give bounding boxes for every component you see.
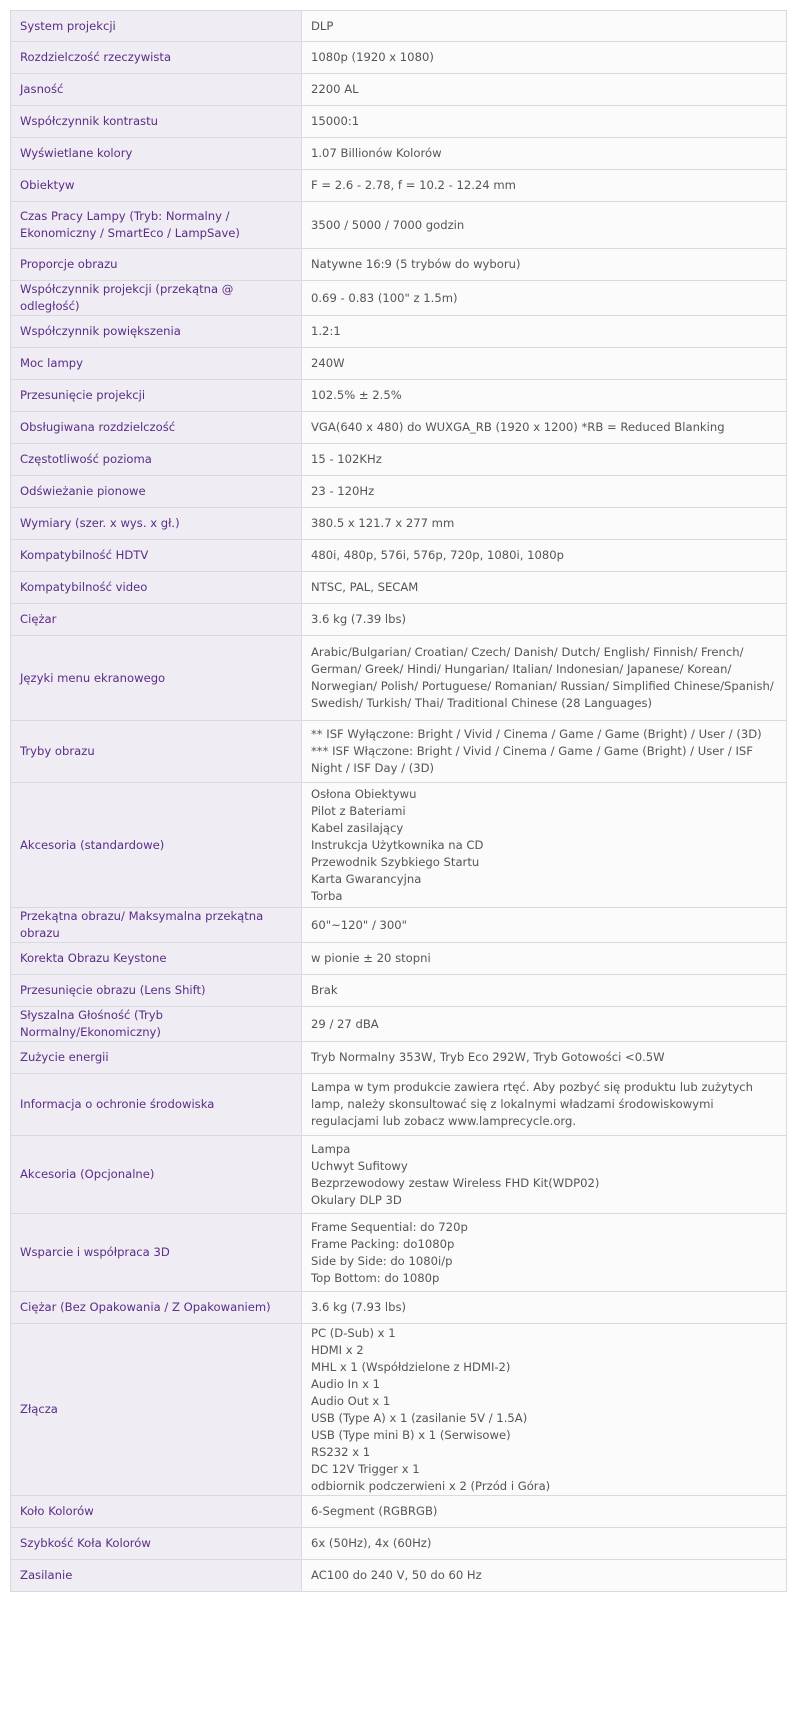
spec-row — [11, 138, 787, 170]
spec-row — [11, 11, 787, 42]
spec-row — [11, 508, 787, 540]
spec-value-line: Instrukcja Użytkownika na CD — [311, 837, 484, 852]
spec-value-line: DLP — [311, 18, 334, 33]
spec-label: System projekcji — [11, 11, 302, 42]
spec-row — [11, 1324, 787, 1496]
spec-value-line: odbiornik podczerwieni x 2 (Przód i Góra) — [311, 1478, 551, 1493]
spec-label: Koło Kolorów — [11, 1496, 302, 1528]
spec-row — [11, 540, 787, 572]
spec-value — [302, 783, 787, 908]
spec-value — [302, 476, 787, 508]
spec-value-line: NTSC, PAL, SECAM — [311, 580, 419, 594]
spec-value — [302, 106, 787, 138]
spec-label: Przesunięcie projekcji — [11, 380, 302, 412]
spec-value-line: 240W — [311, 356, 345, 370]
spec-label: Jasność — [11, 74, 302, 106]
spec-label: Odświeżanie pionowe — [11, 476, 302, 508]
spec-value — [302, 604, 787, 636]
spec-row — [11, 170, 787, 202]
spec-label: Proporcje obrazu — [11, 249, 302, 281]
spec-row — [11, 444, 787, 476]
spec-value — [302, 540, 787, 572]
spec-row — [11, 202, 787, 249]
spec-value-line: Natywne 16:9 (5 trybów do wyboru) — [311, 257, 521, 271]
spec-value-line: F = 2.6 - 2.78, f = 10.2 - 12.24 mm — [311, 178, 516, 192]
spec-value-line: RS232 x 1 — [311, 1444, 371, 1459]
spec-value — [302, 1496, 787, 1528]
spec-label: Wymiary (szer. x wys. x gł.) — [11, 508, 302, 540]
spec-table — [10, 10, 787, 1592]
spec-value-line: Top Bottom: do 1080p — [311, 1270, 440, 1285]
spec-value-line: DC 12V Trigger x 1 — [311, 1461, 420, 1476]
spec-row — [11, 1136, 787, 1214]
spec-row — [11, 1560, 787, 1592]
spec-value-line: Uchwyt Sufitowy — [311, 1158, 408, 1173]
spec-row — [11, 476, 787, 508]
spec-value-line: Bezprzewodowy zestaw Wireless FHD Kit(WDP02) — [311, 1175, 600, 1190]
spec-table-body — [11, 11, 787, 1592]
spec-label: Współczynnik projekcji (przekątna @ odległość) — [11, 281, 302, 316]
spec-value — [302, 11, 787, 42]
spec-value — [302, 572, 787, 604]
spec-label: Zużycie energii — [11, 1042, 302, 1074]
spec-value-line: USB (Type A) x 1 (zasilanie 5V / 1.5A) — [311, 1410, 528, 1425]
spec-value-line: Przewodnik Szybkiego Startu — [311, 854, 480, 869]
spec-value — [302, 508, 787, 540]
spec-label: Złącza — [11, 1324, 302, 1496]
spec-row — [11, 42, 787, 74]
spec-value — [302, 636, 787, 721]
spec-value-line: HDMI x 2 — [311, 1342, 364, 1357]
spec-value-line: w pionie ± 20 stopni — [311, 951, 431, 965]
spec-label: Częstotliwość pozioma — [11, 444, 302, 476]
spec-value-line: *** ISF Włączone: Bright / Vivid / Cinema / Game / Game (Bright) / User / ISF Night / ISF Day / (3D) — [311, 744, 753, 775]
spec-value — [302, 170, 787, 202]
spec-label: Języki menu ekranowego — [11, 636, 302, 721]
spec-row — [11, 281, 787, 316]
spec-value — [302, 1528, 787, 1560]
spec-value-line: 1080p (1920 x 1080) — [311, 50, 434, 64]
spec-label: Przekątna obrazu/ Maksymalna przekątna obrazu — [11, 908, 302, 943]
spec-value-line: Frame Packing: do1080p — [311, 1236, 455, 1251]
spec-row — [11, 1007, 787, 1042]
spec-label: Czas Pracy Lampy (Tryb: Normalny / Ekonomiczny / SmartEco / LampSave) — [11, 202, 302, 249]
spec-label: Kompatybilność video — [11, 572, 302, 604]
spec-value-line: 0.69 - 0.83 (100" z 1.5m) — [311, 290, 458, 305]
spec-value-line: 102.5% ± 2.5% — [311, 388, 402, 402]
spec-value — [302, 1560, 787, 1592]
spec-value — [302, 1292, 787, 1324]
spec-row — [11, 783, 787, 908]
spec-value-line: 480i, 480p, 576i, 576p, 720p, 1080i, 1080p — [311, 548, 564, 562]
spec-value-line: Brak — [311, 983, 338, 997]
spec-value-line: Frame Sequential: do 720p — [311, 1219, 468, 1234]
spec-value — [302, 412, 787, 444]
spec-row — [11, 943, 787, 975]
spec-value — [302, 202, 787, 249]
spec-label: Ciężar (Bez Opakowania / Z Opakowaniem) — [11, 1292, 302, 1324]
spec-row — [11, 721, 787, 783]
spec-label: Zasilanie — [11, 1560, 302, 1592]
spec-value-line: 3.6 kg (7.39 lbs) — [311, 612, 407, 626]
spec-row — [11, 74, 787, 106]
spec-value-line: ** ISF Wyłączone: Bright / Vivid / Cinema / Game / Game (Bright) / User / (3D) — [311, 727, 762, 741]
spec-label: Obsługiwana rozdzielczość — [11, 412, 302, 444]
spec-value — [302, 348, 787, 380]
spec-value — [302, 138, 787, 170]
spec-value — [302, 943, 787, 975]
spec-value-line: Kabel zasilający — [311, 820, 404, 835]
spec-value-line: Torba — [311, 888, 343, 903]
spec-value-line: 1.07 Billionów Kolorów — [311, 146, 442, 160]
spec-value-line: Pilot z Bateriami — [311, 803, 406, 818]
spec-row — [11, 1042, 787, 1074]
spec-row — [11, 1292, 787, 1324]
spec-value — [302, 42, 787, 74]
spec-value-line: AC100 do 240 V, 50 do 60 Hz — [311, 1568, 482, 1582]
spec-value-line: 15000:1 — [311, 114, 360, 128]
spec-label: Wyświetlane kolory — [11, 138, 302, 170]
spec-row — [11, 380, 787, 412]
spec-row — [11, 572, 787, 604]
spec-label: Tryby obrazu — [11, 721, 302, 783]
spec-value — [302, 444, 787, 476]
spec-label: Słyszalna Głośność (Tryb Normalny/Ekonomiczny) — [11, 1007, 302, 1042]
spec-row — [11, 975, 787, 1007]
spec-value-line: Side by Side: do 1080i/p — [311, 1253, 453, 1268]
spec-value-line: Lampa w tym produkcie zawiera rtęć. Aby pozbyć się produktu lub zużytych lamp, należy skonsultować się z lokalnymi władzami środowiskowymi regulacjami lub zobacz www.lamprecycle.org. — [311, 1080, 753, 1128]
spec-value — [302, 380, 787, 412]
spec-value-line: Audio In x 1 — [311, 1376, 381, 1391]
spec-value-line: Tryb Normalny 353W, Tryb Eco 292W, Tryb Gotowości <0.5W — [311, 1050, 665, 1064]
spec-value-line: MHL x 1 (Współdzielone z HDMI-2) — [311, 1359, 511, 1374]
spec-value-line: 23 - 120Hz — [311, 484, 375, 498]
spec-label: Wsparcie i współpraca 3D — [11, 1214, 302, 1292]
spec-row — [11, 1528, 787, 1560]
spec-row — [11, 908, 787, 943]
spec-row — [11, 1214, 787, 1292]
spec-row — [11, 316, 787, 348]
spec-value — [302, 74, 787, 106]
spec-value-line: 15 - 102KHz — [311, 452, 382, 466]
spec-value — [302, 316, 787, 348]
spec-label: Przesunięcie obrazu (Lens Shift) — [11, 975, 302, 1007]
spec-value — [302, 1007, 787, 1042]
spec-value — [302, 281, 787, 316]
spec-value-line: Arabic/Bulgarian/ Croatian/ Czech/ Danish/ Dutch/ English/ Finnish/ French/ German/ Greek/ Hindi/ Hungarian/ Italian/ Indonesian/ Japanese/ Korean/ Norwegian/ Polish/ Portuguese/ Romanian/ Russian/ Simplified Chinese/Spanish/ Swedish/ Turkish/ Thai/ Traditional Chinese (28 Languages) — [311, 645, 774, 710]
spec-value — [302, 975, 787, 1007]
spec-value-line: 380.5 x 121.7 x 277 mm — [311, 516, 455, 530]
spec-value-line: VGA(640 x 480) do WUXGA_RB (1920 x 1200) *RB = Reduced Blanking — [311, 420, 725, 434]
spec-value — [302, 908, 787, 943]
spec-row — [11, 1496, 787, 1528]
spec-value-line: USB (Type mini B) x 1 (Serwisowe) — [311, 1427, 511, 1442]
spec-label: Współczynnik kontrastu — [11, 106, 302, 138]
spec-value-line: 6x (50Hz), 4x (60Hz) — [311, 1536, 432, 1550]
spec-row — [11, 604, 787, 636]
spec-value-line: 29 / 27 dBA — [311, 1016, 379, 1031]
spec-value — [302, 1136, 787, 1214]
spec-value — [302, 1074, 787, 1136]
spec-value-line: Karta Gwarancyjna — [311, 871, 422, 886]
spec-row — [11, 1074, 787, 1136]
spec-label: Korekta Obrazu Keystone — [11, 943, 302, 975]
spec-value — [302, 1214, 787, 1292]
spec-value-line: 1.2:1 — [311, 324, 341, 338]
spec-row — [11, 348, 787, 380]
spec-value-line: 3500 / 5000 / 7000 godzin — [311, 217, 465, 232]
spec-row — [11, 249, 787, 281]
spec-label: Obiektyw — [11, 170, 302, 202]
spec-value-line: Okulary DLP 3D — [311, 1192, 402, 1207]
spec-value-line: Osłona Obiektywu — [311, 786, 417, 801]
spec-label: Współczynnik powiększenia — [11, 316, 302, 348]
spec-value-line: Lampa — [311, 1141, 351, 1156]
spec-row — [11, 106, 787, 138]
spec-label: Akcesoria (Opcjonalne) — [11, 1136, 302, 1214]
spec-label: Akcesoria (standardowe) — [11, 783, 302, 908]
spec-value — [302, 1042, 787, 1074]
spec-label: Kompatybilność HDTV — [11, 540, 302, 572]
spec-row — [11, 412, 787, 444]
spec-value-line: 60"~120" / 300" — [311, 917, 407, 932]
spec-value-line: 2200 AL — [311, 82, 359, 96]
spec-value-line: Audio Out x 1 — [311, 1393, 391, 1408]
spec-value-line: 3.6 kg (7.93 lbs) — [311, 1300, 407, 1314]
spec-label: Moc lampy — [11, 348, 302, 380]
spec-row — [11, 636, 787, 721]
spec-value — [302, 721, 787, 783]
spec-value-line: 6-Segment (RGBRGB) — [311, 1504, 438, 1518]
spec-value-line: PC (D-Sub) x 1 — [311, 1325, 396, 1340]
spec-value — [302, 249, 787, 281]
spec-label: Rozdzielczość rzeczywista — [11, 42, 302, 74]
spec-value — [302, 1324, 787, 1496]
spec-label: Ciężar — [11, 604, 302, 636]
spec-label: Szybkość Koła Kolorów — [11, 1528, 302, 1560]
spec-label: Informacja o ochronie środowiska — [11, 1074, 302, 1136]
